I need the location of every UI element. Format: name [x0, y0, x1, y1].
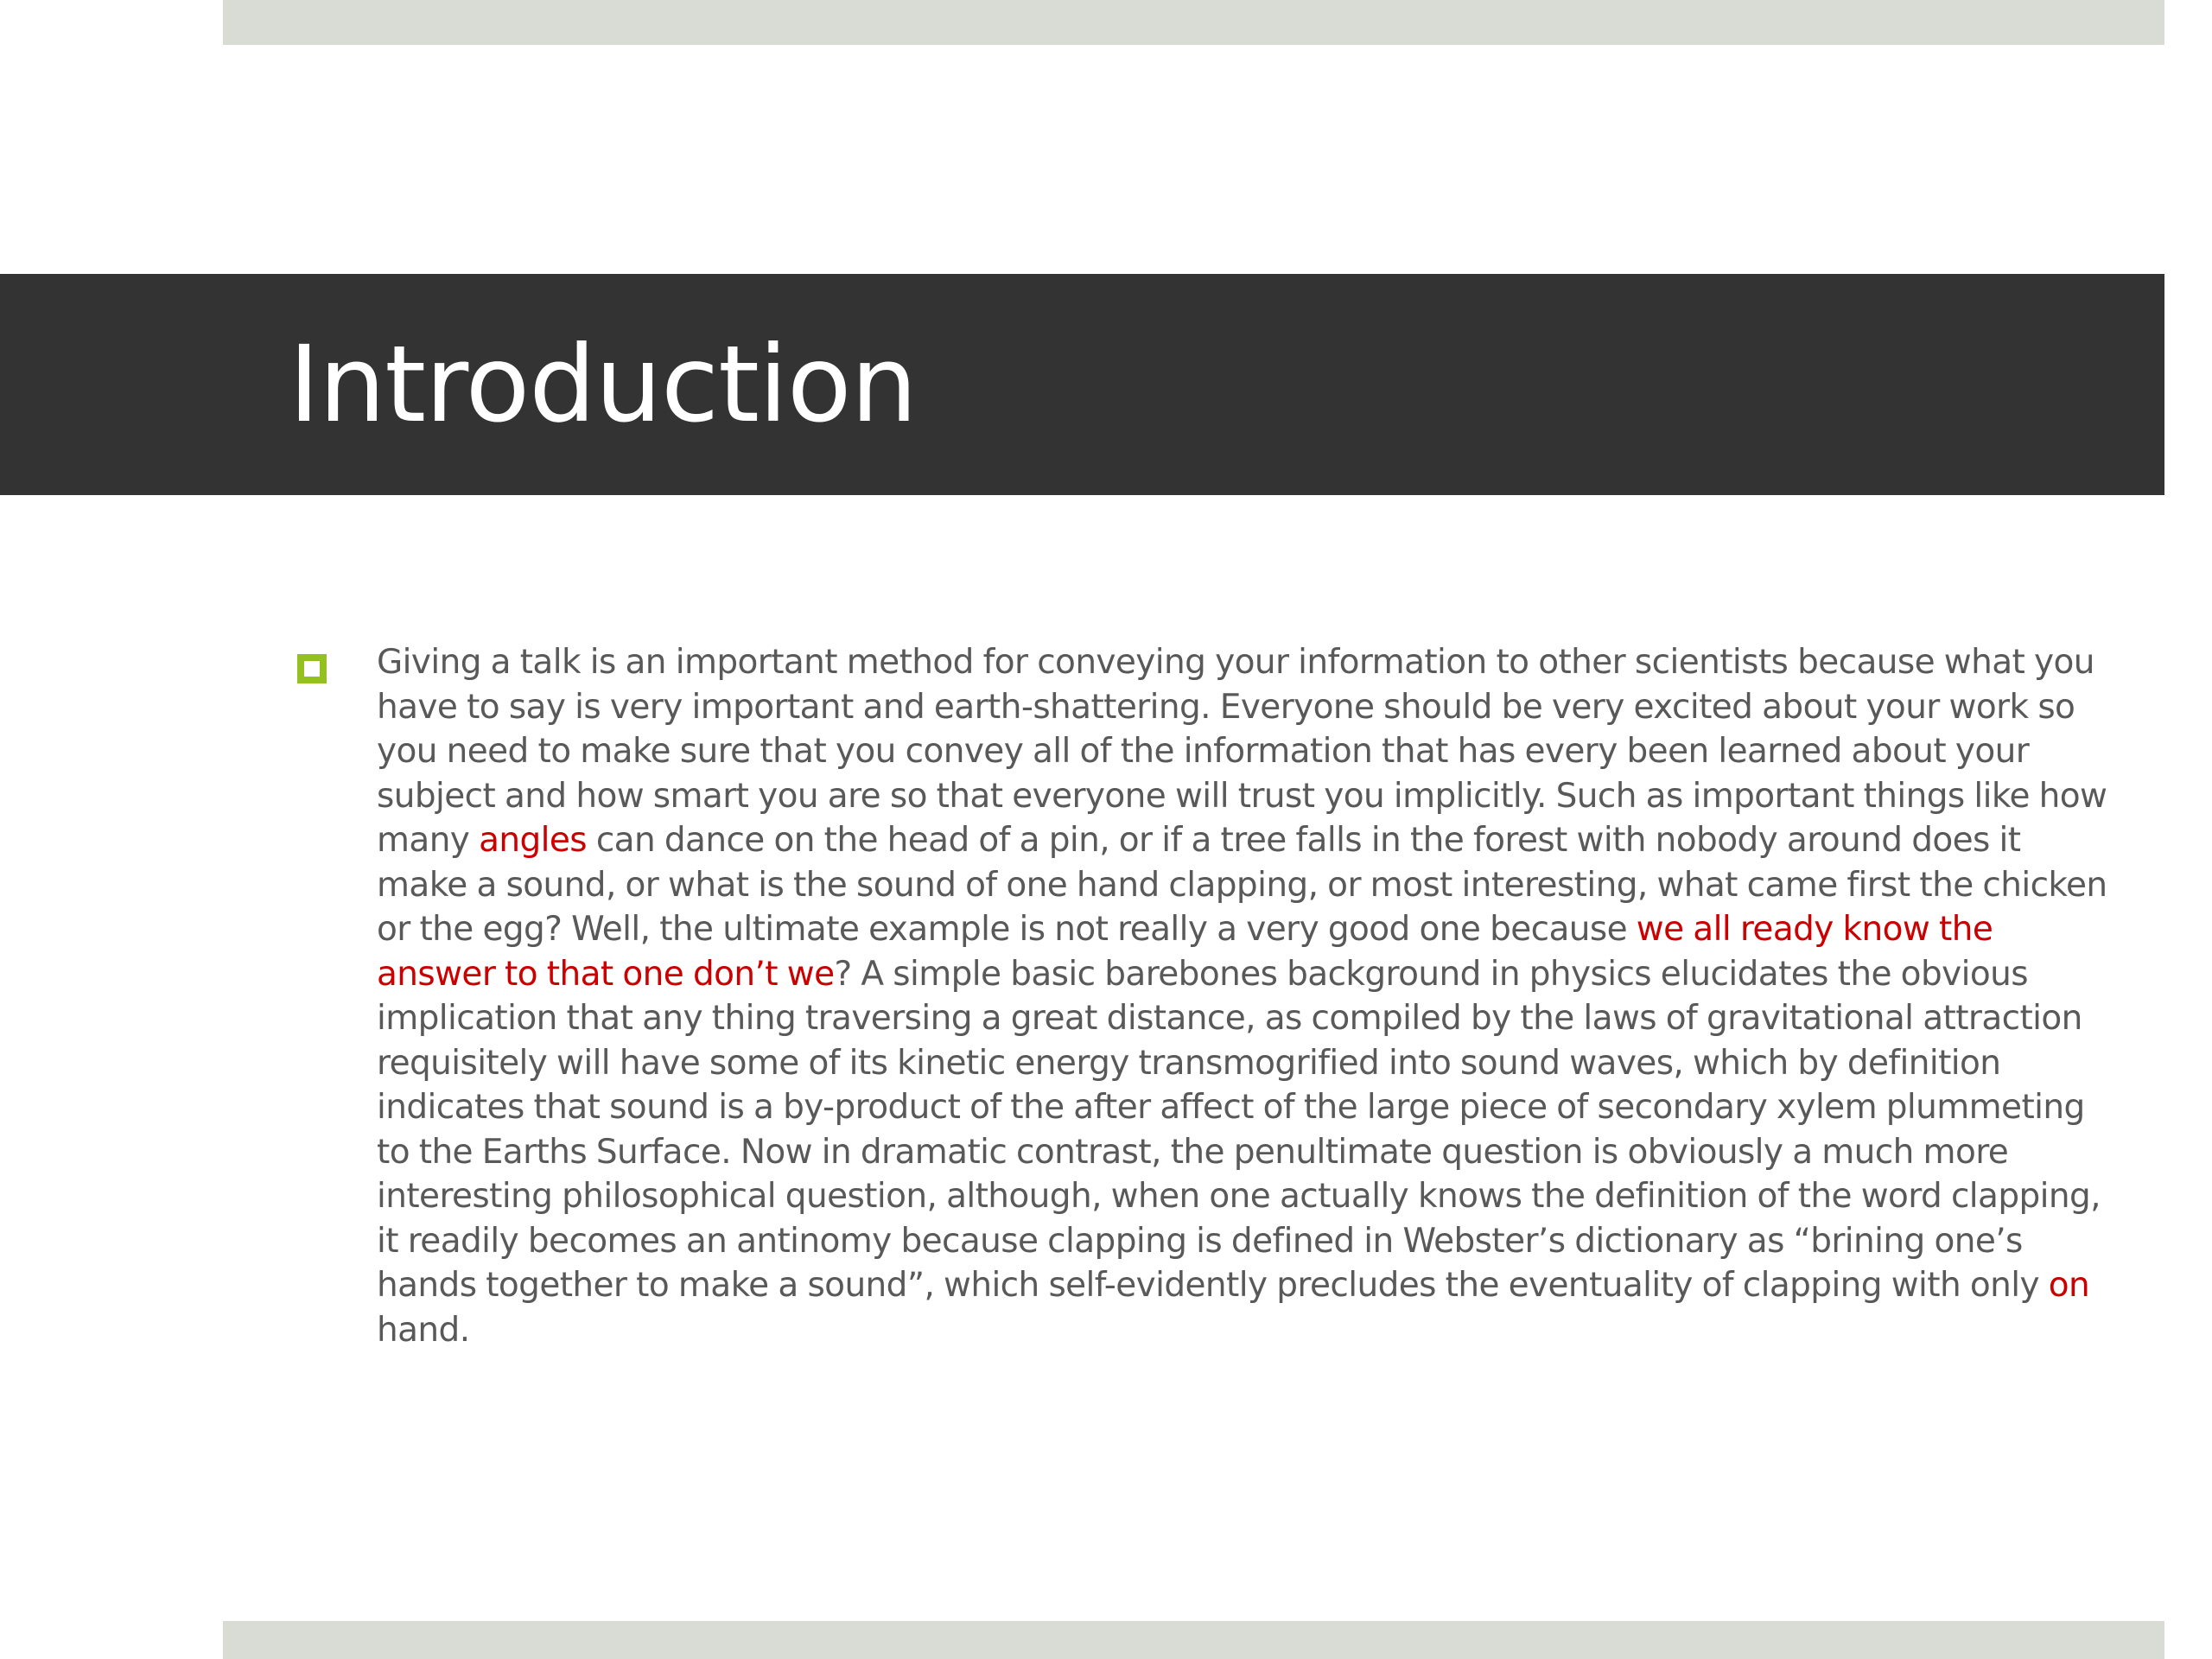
highlighted-text: on — [2048, 1266, 2090, 1305]
bullet-text-segment: ? A simple basic barebones background in physics elucidates the obvious implication that any thing traversing a great distance, as compiled by the laws of gravitational attraction requisitely will have some of its kinetic energy transmogrified into sound waves, which by definition indicates that sound is a by-product of the after affect of the large piece of secondary xylem plummeting to the Earths Surface. Now in dramatic contrast, the penultimate question is obviously a much more interesting philosophical question, although, when one actually knows the definition of the word clapping, it readily becomes an antinomy because clapping is defined in Webster’s dictionary as “brining one’s hands together to make a sound”, which self-evidently precludes the eventuality of clapping with only — [377, 954, 2101, 1305]
top-decorative-band — [223, 0, 2164, 45]
bullet-text-segment: hand. — [377, 1310, 470, 1350]
bottom-decorative-band — [223, 1621, 2164, 1659]
highlighted-text: we all ready know the answer to that one don’t we — [377, 910, 1993, 994]
bullet-text-segment: can dance on the head of a pin, or if a tree falls in the forest with nobody around does it make a sound, or what is the sound of one hand clapping, or most interesting, what came first the chicken or the egg? Well, the ultimate example is not really a very good one because — [377, 821, 2107, 949]
square-bullet-icon — [297, 654, 327, 683]
slide-title: Introduction — [289, 323, 917, 446]
bullet-paragraph — [377, 640, 2113, 1352]
bullet-text-segment: Giving a talk is an important method for conveying your information to other scientists because what you have to say is very important and earth-shattering. Everyone should be very excited about your work so you need to make sure that you convey all of the information that has every been learned about your subject and how smart you are so that everyone will trust you implicitly. Such as important things like how many — [377, 643, 2107, 860]
highlighted-text: angles — [479, 821, 588, 860]
